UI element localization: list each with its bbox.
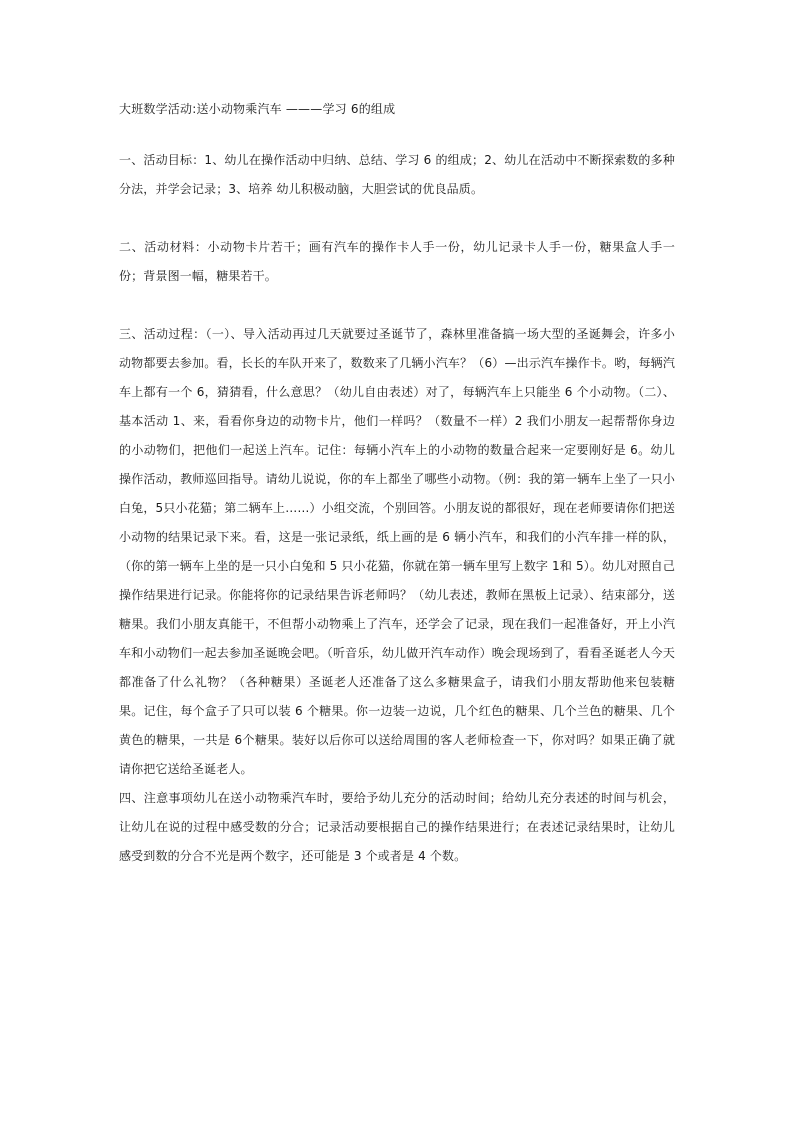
section-notes: 四、注意事项幼儿在送小动物乘汽车时，要给予幼儿充分的活动时间；给幼儿充分表述的时间与机会，让幼儿在说的过程中感受数的分合；记录活动要根据自己的操作结果进行；在表述记录结果时，让幼儿感受到数的分合不光是两个数字，还可能是 3 个或者是 4 个数。	[119, 791, 675, 863]
section-materials: 二、活动材料：小动物卡片若干；画有汽车的操作卡人手一份，幼儿记录卡人手一份，糖果盒人手一份；背景图一幅，糖果若干。	[119, 240, 675, 283]
paragraph-gap	[119, 204, 675, 233]
section-process: 三、活动过程：（一）、导入活动再过几天就要过圣诞节了，森林里准备搞一场大型的圣诞舞会，许多小动物都要去参加。看，长长的车队开来了，数数来了几辆小汽车？（6）—出示汽车操作卡。哟，每辆汽车上都有一个 6，猜猜看，什么意思？（幼儿自由表述）对了，每辆汽车上只能坐 6 个小动物。（二）、基本活动 1、来，看看你身边的动物卡片，他们一样吗？（数量不一样）2 我们小朋友一起帮帮你身边的小动物们，把他们一起送上汽车。记住：每辆小汽车上的小动物的数量合起来一定要刚好是 6。幼儿操作活动，教师巡回指导。请幼儿说说，你的车上都坐了哪些小动物。（例：我的第一辆车上坐了一只小白兔，5只小花猫；第二辆车上……）小组交流，个别回答。小朋友说的都很好，现在老师要请你们把送小动物的结果记录下来。看，这是一张记录纸，纸上画的是 6 辆小汽车，和我们的小汽车排一样的队，（你的第一辆车上坐的是一只小白兔和 5 只小花猫，你就在第一辆车里写上数字 1和 5）。幼儿对照自己操作结果进行记录。你能将你的记录结果告诉老师吗？（幼儿表述，教师在黑板上记录）、结束部分，送糖果。我们小朋友真能干，不但帮小动物乘上了汽车，还学会了记录，现在我们一起准备好，开上小汽车和小动物们一起去参加圣诞晚会吧。（听音乐，幼儿做开汽车动作）晚会现场到了，看看圣诞老人今天都准备了什么礼物？（各种糖果）圣诞老人还准备了这么多糖果盒子，请我们小朋友帮助他来包装糖果。记住，每个盒子了只可以装 6 个糖果。你一边装一边说，几个红色的糖果、几个兰色的糖果、几个黄色的糖果，一共是 6个糖果。装好以后你可以送给周围的客人老师检查一下，你对吗？如果正确了就请你把它送给圣诞老人。	[119, 327, 675, 776]
paragraph-gap	[119, 291, 675, 320]
document-title: 大班数学活动:送小动物乘汽车 ———学习 6的组成	[119, 102, 396, 116]
document-page	[119, 95, 675, 871]
section-goals: 一、活动目标：1、幼儿在操作活动中归纳、总结、学习 6 的组成；2、幼儿在活动中不断探索数的多种分法，并学会记录；3、培养 幼儿积极动脑，大胆尝试的优良品质。	[119, 153, 675, 196]
